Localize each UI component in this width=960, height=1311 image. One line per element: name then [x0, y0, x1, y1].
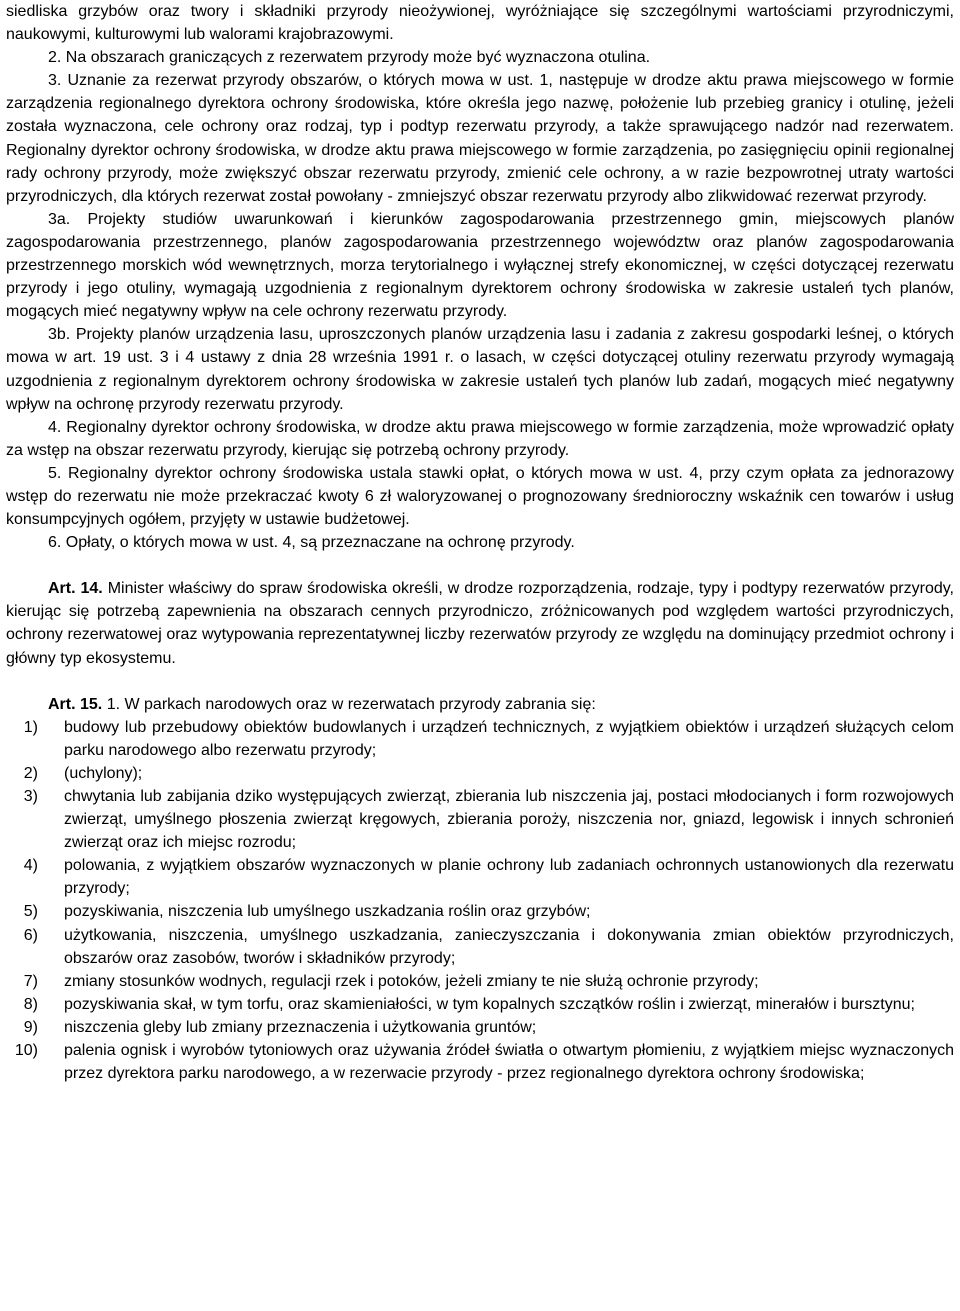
list-item [6, 785, 954, 854]
list-item-text: pozyskiwania skał, w tym torfu, oraz skamieniałości, w tym kopalnych szczątków roślin i zwierząt, minerałów i bursztynu; [64, 995, 915, 1013]
article-14 [6, 577, 954, 669]
list-item-number: 5) [23, 903, 38, 921]
list-item-number: 9) [23, 1018, 38, 1036]
list-item-number: 4) [23, 857, 38, 875]
list-item-text: polowania, z wyjątkiem obszarów wyznaczonych w planie ochrony lub zadaniach ochronnych ustanowionych dla rezerwatu przyrody; [64, 857, 954, 898]
article-14-label: Art. 14. [48, 580, 103, 598]
list-item-number: 6) [23, 926, 38, 944]
article-15-label: Art. 15. [48, 695, 103, 713]
paragraph-5: 5. Regionalny dyrektor ochrony środowiska ustala stawki opłat, o których mowa w ust. 4, przy czym opłata za jednorazowy wstęp do rezerwatu nie może przekraczać kwoty 6 zł waloryzowanej o prognozowany średnioroczny wskaźnik cen towarów i usług konsumpcyjnych ogółem, przyjęty w ustawie budżetowej. [6, 464, 954, 529]
list-item-number: 8) [23, 995, 38, 1013]
list-item-number: 2) [23, 764, 38, 782]
list-item-number: 1) [23, 718, 38, 736]
list-item-text: użytkowania, niszczenia, umyślnego uszkadzania, zanieczyszczania i dokonywania zmian obiektów przyrodniczych, obszarów oraz zasobów, tworów i składników przyrody; [64, 926, 954, 967]
list-item-text: pozyskiwania, niszczenia lub umyślnego uszkadzania roślin oraz grzybów; [64, 903, 591, 921]
article-15 [6, 693, 954, 716]
list-item [6, 900, 954, 923]
article-15-text: 1. W parkach narodowych oraz w rezerwatach przyrody zabrania się: [102, 695, 596, 713]
list-item [6, 854, 954, 900]
list-item [6, 716, 954, 762]
list-item [6, 1016, 954, 1039]
paragraph-6: 6. Opłaty, o których mowa w ust. 4, są przeznaczane na ochronę przyrody. [48, 534, 575, 552]
paragraph-3b: 3b. Projekty planów urządzenia lasu, uproszczonych planów urządzenia lasu i zadania z zakresu gospodarki leśnej, o których mowa w art. 19 ust. 3 i 4 ustawy z dnia 28 września 1991 r. o lasach, w części dotyczącej otuliny rezerwatu przyrody wymagają uzgodnienia z regionalnym dyrektorem ochrony środowiska w zakresie ustaleń tych planów lub zadań, mogących mieć negatywny wpływ na ochronę przyrody rezerwatu przyrody. [6, 326, 954, 413]
list-item-text: chwytania lub zabijania dziko występujących zwierząt, zbierania lub niszczenia jaj, postaci młodocianych i form rozwojowych zwierząt, umyślnego płoszenia zwierząt kręgowych, zbierania poroży, niszczenia nor, gniazd, legowisk i innych schronień zwierząt oraz ich miejsc rozrodu; [64, 788, 954, 852]
article-14-text: Minister właściwy do spraw środowiska określi, w drodze rozporządzenia, rodzaje, typy i podtypy rezerwatów przyrody, kierując się potrzebą zapewnienia na obszarach cennych przyrodniczo, zróżnicowanych pod względem wartości przyrodniczych, ochrony rezerwatowej oraz wytypowania reprezentatywnej liczby rezerwatów przyrody ze względu na dominujący przedmiot ochrony i główny typ ekosystemu. [6, 580, 954, 667]
list-item-text: (uchylony); [64, 764, 143, 782]
list-item [6, 924, 954, 970]
list-item-text: budowy lub przebudowy obiektów budowlanych i urządzeń technicznych, z wyjątkiem obiektów i urządzeń służących celom parku narodowego albo rezerwatu przyrody; [64, 718, 954, 759]
list-item [6, 1039, 954, 1085]
list-item-number: 3) [23, 788, 38, 805]
list-item-text: zmiany stosunków wodnych, regulacji rzek i potoków, jeżeli zmiany te nie służą ochronie przyrody; [64, 972, 759, 990]
paragraph-intro: siedliska grzybów oraz twory i składniki przyrody nieożywionej, wyróżniające się szczególnymi wartościami przyrodniczymi, naukowymi, kulturowymi lub walorami krajobrazowymi. [6, 3, 954, 44]
paragraph-3a: 3a. Projekty studiów uwarunkowań i kierunków zagospodarowania przestrzennego gmin, miejscowych planów zagospodarowania przestrzennego, planów zagospodarowania przestrzennego województw oraz planów zagospodarowania przestrzennego morskich wód wewnętrznych, morza terytorialnego i wyłącznej strefy ekonomicznej, w części dotyczącej rezerwatu przyrody i jego otuliny, wymagają uzgodnienia z regionalnym dyrektorem ochrony środowiska w zakresie ustaleń tych planów, mogących mieć negatywny wpływ na cele ochrony rezerwatu przyrody. [6, 210, 954, 321]
spacer [6, 554, 954, 577]
spacer [6, 670, 954, 693]
list-item [6, 970, 954, 993]
list-item-text: niszczenia gleby lub zmiany przeznaczenia i użytkowania gruntów; [64, 1018, 537, 1036]
list-item-number: 7) [23, 972, 38, 990]
list-item [6, 762, 954, 785]
paragraph-3: 3. Uznanie za rezerwat przyrody obszarów, o których mowa w ust. 1, następuje w drodze aktu prawa miejscowego w formie zarządzenia regionalnego dyrektora ochrony środowiska, które określa jego nazwę, położenie lub przebieg granicy i otulinę, jeżeli została wyznaczona, cele ochrony oraz rodzaj, typ i podtyp rezerwatu przyrody, a także sprawującego nadzór nad rezerwatem. Regionalny dyrektor ochrony środowiska, w drodze aktu prawa miejscowego w formie zarządzenia, po zasięgnięciu opinii regionalnej rady ochrony przyrody, może zwiększyć obszar rezerwatu przyrody, zmienić cele ochrony, a w razie bezpowrotnej utraty wartości przyrodniczych, dla których rezerwat został powołany - zmniejszyć obszar rezerwatu przyrody albo zlikwidować rezerwat przyrody. [6, 72, 954, 205]
paragraph-2: 2. Na obszarach graniczących z rezerwatem przyrody może być wyznaczona otulina. [48, 49, 651, 67]
list-item [6, 993, 954, 1016]
list-item-number: 10) [14, 1042, 38, 1060]
list-item-text: palenia ognisk i wyrobów tytoniowych oraz używania źródeł światła o otwartym płomieniu, z wyjątkiem miejsc wyznaczonych przez dyrektora parku narodowego, a w rezerwacie przyrody - przez regionalnego dyrektora ochrony środowiska; [64, 1042, 954, 1083]
prohibitions-list [6, 716, 954, 1086]
paragraph-4: 4. Regionalny dyrektor ochrony środowiska, w drodze aktu prawa miejscowego w formie zarządzenia, może wprowadzić opłaty za wstęp na obszar rezerwatu przyrody, kierując się potrzebą ochrony przyrody. [6, 418, 954, 459]
